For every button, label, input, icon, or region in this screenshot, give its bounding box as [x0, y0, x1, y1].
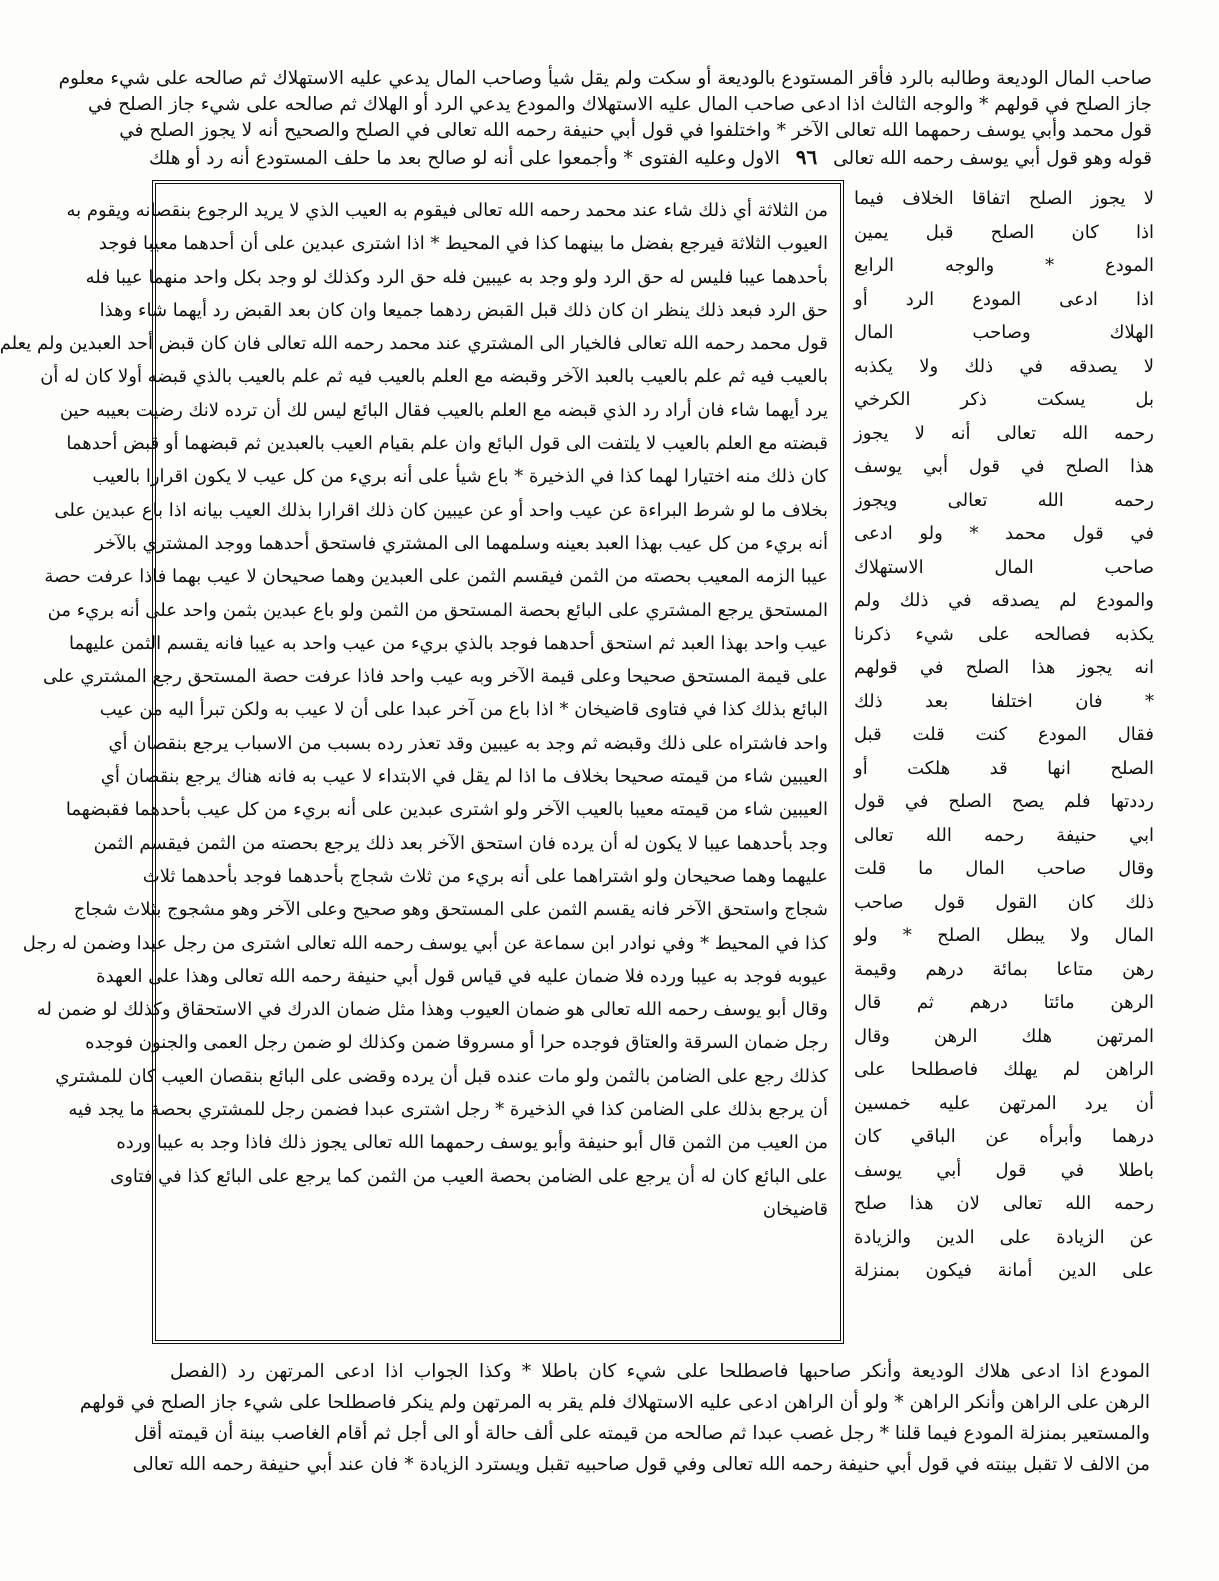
margin-line: وقال صاحب المال ما قلت — [854, 858, 1154, 879]
commentary-line: رجل ضمان السرقة والعتاق فوجده حرا أو مسروقا ضمن وكذلك لو ضمن رجل العمى والجنون فوجده — [85, 1032, 828, 1054]
top-text-block — [58, 66, 1152, 170]
margin-text-column — [854, 182, 1154, 1288]
margin-line: اذا كان الصلح قبل يمين — [854, 221, 1154, 243]
bottom-line: من الالف لا تقبل بينته في قول أبي حنيفة رحمه الله تعالى وفي قول صاحبيه تقبل ويسترد الزيادة * فان عند أبي حنيفة رحمه الله تعالى — [132, 1454, 1150, 1475]
commentary-line: حق الرد فبعد ذلك ينظر ان كان ذلك قبل القبض ردهما جميعا وان كان بعد القبض رد أيهما شاء وهذا — [99, 299, 828, 321]
commentary-line: على البائع كان له أن يرجع على الضامن بحصة العيب من الثمن كما يرجع على البائع كذا في فتاوى — [110, 1165, 828, 1187]
commentary-frame — [0, 180, 844, 1344]
margin-line: يكذبه فصالحه على شيء ذكرنا — [854, 623, 1154, 645]
margin-line: رحمه الله تعالى لان هذا صلح — [854, 1193, 1154, 1214]
commentary-line: بخلاف ما لو شرط البراءة عن عيب واحد أو عن عيبين كان ذلك اقرارا بذلك العيب بيانه اذا باع عبدين على — [54, 499, 828, 521]
margin-line: على الدين أمانة فيكون بمنزلة — [854, 1260, 1154, 1281]
margin-line: رحمه الله تعالى أنه لا يجوز — [854, 422, 1154, 444]
margin-line: اذا ادعى المودع الرد أو — [854, 288, 1154, 310]
commentary-line: العيوب الثلاثة فيرجع بفضل ما بينهما كذا في المحيط * اذا اشترى عبدين على أن أحدهما معيبا فوجد — [98, 233, 828, 255]
commentary-line: العيبين شاء من قيمته صحيحا بخلاف ما اذا لم يقل في الابتداء لا عيب به فانه هناك يرجع بنقصان أي — [100, 766, 828, 788]
margin-line: فقال المودع كنت قلت قبل — [854, 724, 1154, 745]
commentary-line: عيوبه فوجد به عيبا ورده فلا ضمان عليه في قياس قول أبي حنيفة رحمه الله تعالى وهذا على العهدة — [96, 965, 828, 987]
commentary-line: على قيمة المستحق صحيحا وعلى قيمة الآخر وبه عيب واحد فاذا عرفت حصة المستحق رجع المشتري على — [42, 666, 828, 688]
top-line: صاحب المال الوديعة وطالبه بالرد فأقر المستودع بالوديعة أو سكت ولم يقل شيأ وصاحب المال يدعي عليه الاستهلاك ثم صالحه على شيء معلوم — [58, 68, 1152, 89]
commentary-line: وجد بأحدهما عيبا لا يكون له أن يرده فان استحق الآخر بعد ذلك يرجع بحصته من الثمن فيقسم الثمن — [93, 832, 828, 854]
top-line-segment: الاول وعليه الفتوى * وأجمعوا على أنه لو صالح بعد ما حلف المستودع أنه رد أو هلك — [149, 148, 780, 169]
margin-line: الرهن مائتا درهم ثم قال — [854, 992, 1154, 1013]
commentary-line: قبضته مع العلم بالعيب لا يلتفت الى قول البائع وان علم بقيام العيب بالعبدين ثم قبضهما أو قبض أحدهما — [66, 433, 828, 455]
margin-line: أن يرد المرتهن عليه خمسين — [854, 1092, 1154, 1114]
commentary-line: المستحق يرجع المشتري على البائع بحصة المستحق من الثمن ولو باع عبدين بثمن واحد على أنه بريء من — [47, 599, 828, 621]
margin-line: * فان اختلفا بعد ذلك — [854, 690, 1154, 712]
commentary-line: قاضيخان — [762, 1198, 828, 1220]
bottom-line: الرهن على الراهن وأنكر الراهن * ولو أن الراهن ادعى عليه الاستهلاك فلم يقر به المرتهن ولم ينكر فاصطلحا على شيء جاز الصلح في قولهم — [79, 1392, 1150, 1413]
margin-line: رددتها فلم يصح الصلح في قول — [854, 791, 1154, 812]
margin-line: ابي حنيفة رحمه الله تعالى — [854, 824, 1154, 846]
commentary-line: أن يرجع بذلك على الضامن كذا في الذخيرة * رجل اشترى عبدا فضمن رجل للمشتري بحصة ما يجد فيه — [68, 1099, 828, 1121]
margin-line: الهلاك وصاحب المال — [854, 322, 1154, 343]
bottom-line: المودع اذا ادعى هلاك الوديعة وأنكر صاحبها فاصطلحا على شيء كان باطلا * وكذا الجواب اذا ادعى المرتهن رد (الفصل — [170, 1361, 1150, 1382]
margin-line: رهن متاعا بمائة درهم وقيمة — [854, 958, 1154, 980]
commentary-line: عيبا الزمه المعيب بحصته من الثمن فيقسم الثمن على العبدين وهما صحيحان لا عيب بهما فاذا عرفت حصة — [44, 566, 828, 588]
commentary-line: أنه بريء من كل عيب بهذا العبد بعينه وسلمهما الى المشتري فاستحق أحدهما ووجد المشتري بالآخر — [95, 532, 828, 554]
commentary-line: شجاج واستحق الآخر فانه يقسم الثمن على المستحق وهو صحيح وعلى الآخر وهو مشجوج بثلاث شجاج — [73, 899, 828, 921]
margin-line: بل يسكت ذكر الكرخي — [854, 389, 1154, 410]
top-line-with-page-number — [149, 144, 1152, 170]
top-line: جاز الصلح في قولهم * والوجه الثالث اذا ادعى صاحب المال عليه الاستهلاك والمودع يدعي الرد أو الهلاك ثم صالحه على شيء جاز الصلح في — [87, 94, 1152, 115]
margin-line: لا يصدقه في ذلك ولا يكذبه — [854, 355, 1154, 377]
commentary-line: عيب واحد بهذا العبد ثم استحق أحدهما فوجد بالذي بريء من عيب واحد به عيبا فانه يقسم الثمن عليهما — [69, 632, 828, 654]
top-line-segment: قوله وهو قول أبي يوسف رحمه الله تعالى — [833, 148, 1152, 169]
commentary-line: بأحدهما عيبا فليس له حق الرد ولو وجد به عيبين فله حق الرد وكذلك لو وجد بكل واحد منهما عيبا فله — [85, 266, 828, 288]
commentary-line: قول محمد رحمه الله تعالى فالخيار الى المشتري عند محمد رحمه الله تعالى فان كان قبض أحد العبدين ولم يعلم — [0, 333, 828, 355]
commentary-line: بالعيب فيه ثم علم بالعيب بالعبد الآخر وقبضه مع العلم بالعيب فيه ثم علم بالعيب بالذي قبضه أولا كان له أن — [40, 366, 828, 388]
margin-line: رحمه الله تعالى ويجوز — [854, 489, 1154, 511]
margin-line: درهما وأبرأه عن الباقي كان — [854, 1126, 1154, 1147]
top-line: قول محمد وأبي يوسف رحمهما الله تعالى الآخر * واختلفوا في قول أبي حنيفة رحمه الله تعالى في الصلح والصحيح أنه لا يجوز الصلح في — [119, 120, 1152, 141]
margin-line: لا يجوز الصلح اتفاقا الخلاف فيما — [854, 188, 1154, 209]
margin-line: المودع * والوجه الرابع — [854, 255, 1154, 276]
margin-line: عن الزيادة على الدين والزيادة — [854, 1226, 1154, 1248]
bottom-line: والمستعير بمنزلة المودع فيما قلنا * رجل غصب عبدا ثم صالحه من قيمته على ألف حالة أو الى أجل ثم أقام الغاصب بينة أن قيمته أقل — [134, 1423, 1150, 1444]
commentary-line: يرد أيهما شاء فان أراد رد الذي قبضه مع العلم بالعيب فقال البائع ليس لك أن ترده لانك رضيت بعيبه حين — [59, 399, 828, 421]
bottom-text-block — [79, 1356, 1150, 1480]
margin-line: في قول محمد * ولو ادعى — [854, 523, 1154, 544]
commentary-line: كان ذلك منه اختيارا لهما كذا في الذخيرة * باع شيأ على أنه بريء من كل عيب لا يكون اقرارا بالعيب — [92, 466, 828, 488]
commentary-line: من العيب من الثمن قال أبو حنيفة وأبو يوسف رحمهما الله تعالى يجوز ذلك فاذا وجد به عيبا ورده — [116, 1132, 828, 1154]
margin-line: هذا الصلح في قول أبي يوسف — [854, 456, 1154, 477]
commentary-line: البائع بذلك كذا في فتاوى قاضيخان * اذا باع من آخر عبدا على أن لا عيب به ولكن تبرأ اليه من عيب — [99, 699, 828, 721]
commentary-line: العيبين شاء من قيمته معيبا بالعيب الآخر ولو اشترى عبدين على أنه بريء من كل عيب بأحدهما فقبضهما — [65, 799, 828, 821]
margin-line: والمودع لم يصدقه في ذلك ولم — [854, 590, 1154, 611]
margin-line: صاحب المال الاستهلاك — [854, 556, 1154, 578]
margin-line: المال ولا يبطل الصلح * ولو — [854, 925, 1154, 946]
margin-line: الراهن لم يهلك فاصطلحا على — [854, 1059, 1154, 1080]
margin-line: الصلح انها قد هلكت أو — [854, 757, 1154, 779]
commentary-line: من الثلاثة أي ذلك شاء عند محمد رحمه الله تعالى فيقوم به العيب الذي لا يريد الرجوع بنقصانه ويقوم به — [66, 200, 828, 221]
margin-line: باطلا في قول أبي يوسف — [854, 1159, 1154, 1181]
commentary-line: كذلك رجع على الضامن بالثمن ولو مات عنده قبل أن يرده وقضى على البائع بنقصان العيب كان للمشتري — [55, 1065, 828, 1087]
commentary-line: واحد فاشتراه على ذلك وقبضه ثم وجد به عيبين وقد تعذر رده بسبب من الاسباب يرجع بنقصان أي — [108, 732, 828, 754]
commentary-line: عليهما وهما صحيحان ولو اشتراهما على أنه بريء من ثلاث شجاج بأحدهما فوجد بأحدهما ثلاث — [142, 865, 828, 887]
page-number: ٩٦ — [795, 145, 818, 169]
commentary-line: كذا في المحيط * وفي نوادر ابن سماعة عن أبي يوسف رحمه الله تعالى اشترى من رجل عبدا وضمن له رجل — [22, 932, 828, 954]
margin-line: المرتهن هلك الرهن وقال — [854, 1025, 1154, 1047]
commentary-line: وقال أبو يوسف رحمه الله تعالى هو ضمان العيوب وهذا مثل ضمان الدرك في الاستحقاق وكذلك لو ضمن له — [36, 999, 828, 1021]
margin-line: ذلك كان القول قول صاحب — [854, 891, 1154, 913]
margin-line: انه يجوز هذا الصلح في قولهم — [854, 657, 1154, 678]
